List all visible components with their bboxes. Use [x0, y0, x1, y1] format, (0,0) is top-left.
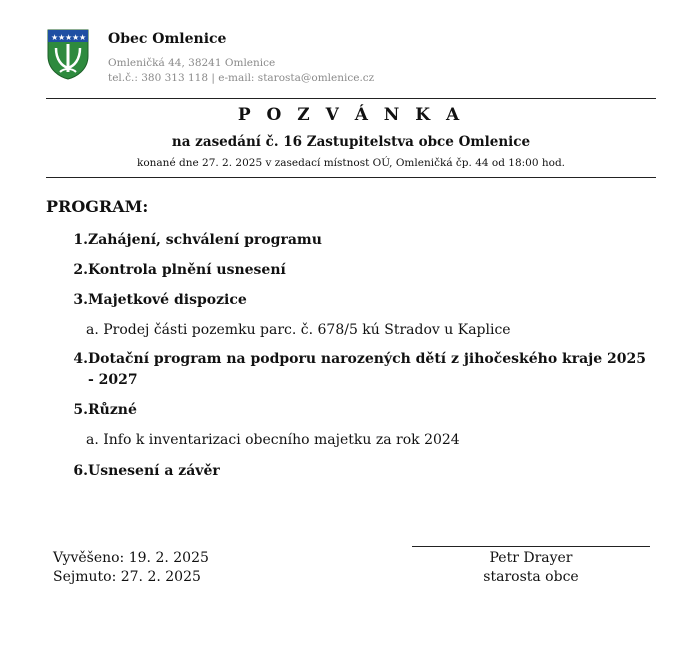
program-item [66, 260, 656, 281]
municipal-crest-icon [46, 28, 90, 80]
organization-name: Obec Omlenice [108, 31, 227, 47]
document-title: P O Z V Á N K A [237, 105, 465, 125]
item-text: Dotační program na podporu narozených dětí z jihočeského kraje 2025 - 2027 [88, 351, 646, 388]
svg-text:★: ★ [79, 33, 87, 42]
item-number: 5. [73, 402, 88, 418]
program-item [66, 290, 656, 311]
svg-text:★: ★ [65, 33, 73, 42]
item-number: 6. [73, 463, 88, 479]
program-heading: PROGRAM: [46, 197, 149, 216]
item-number: 1. [73, 232, 88, 248]
program-subitem: a. Prodej části pozemku parc. č. 678/5 kú Stradov u Kaplice [86, 322, 511, 338]
meeting-details: konané dne 27. 2. 2025 v zasedací místnost OÚ, Omleničká čp. 44 od 18:00 hod. [136, 157, 566, 169]
item-text: Zahájení, schválení programu [88, 232, 322, 248]
program-item [66, 230, 656, 251]
svg-text:★: ★ [58, 33, 66, 42]
item-text: Usnesení a závěr [88, 463, 220, 479]
svg-text:★: ★ [51, 33, 59, 42]
program-item [66, 349, 656, 391]
item-number: 4. [73, 351, 88, 367]
removed-date: Sejmuto: 27. 2. 2025 [53, 569, 201, 585]
item-text: Kontrola plnění usnesení [88, 262, 286, 278]
item-text: Majetkové dispozice [88, 292, 247, 308]
document-subtitle: na zasedání č. 16 Zastupitelstva obce Omlenice [171, 134, 531, 150]
organization-contact: tel.č.: 380 313 118 | e-mail: starosta@omlenice.cz [108, 72, 375, 84]
header-divider [46, 98, 656, 99]
svg-text:★: ★ [72, 33, 80, 42]
item-number: 2. [73, 262, 88, 278]
program-subitem: a. Info k inventarizaci obecního majetku za rok 2024 [86, 432, 460, 448]
program-item [66, 400, 656, 421]
signer-role: starosta obce [483, 569, 579, 585]
program-item [66, 461, 656, 482]
signature-line [412, 546, 650, 547]
item-number: 3. [73, 292, 88, 308]
title-divider [46, 177, 656, 178]
organization-address: Omleničká 44, 38241 Omlenice [108, 57, 276, 69]
signer-name: Petr Drayer [489, 550, 573, 566]
posted-date: Vyvěšeno: 19. 2. 2025 [53, 550, 209, 566]
item-text: Různé [88, 402, 137, 418]
